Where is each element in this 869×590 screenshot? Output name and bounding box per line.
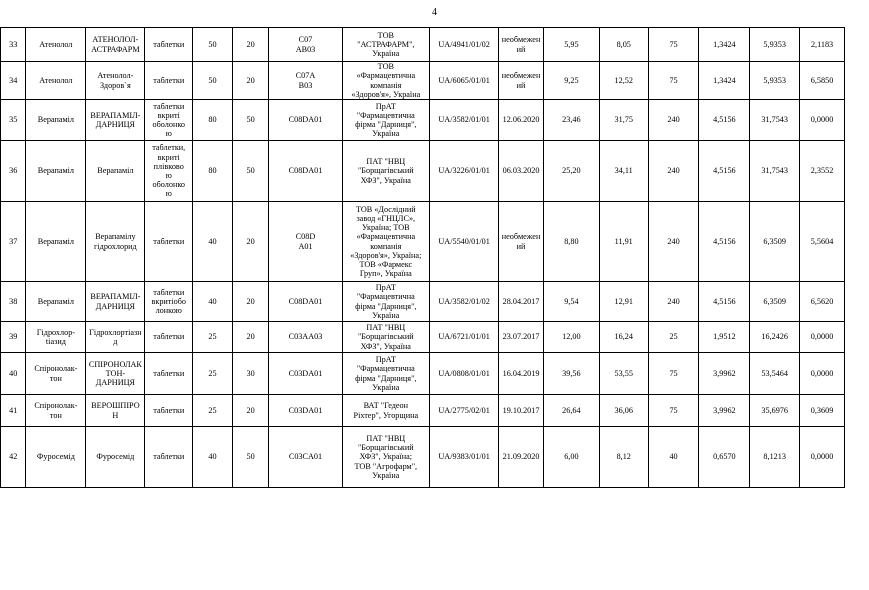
trade-name-cell: Верапамілу гідрохлорид bbox=[86, 202, 145, 282]
atc-code-cell: C08DA01 bbox=[269, 282, 342, 322]
inn-cell: Фуросемід bbox=[26, 427, 86, 488]
expiry-date-cell: необмежений bbox=[499, 28, 544, 62]
cost-ddd-cell: 3,9962 bbox=[699, 395, 750, 427]
expiry-date-cell: 21.09.2020 bbox=[499, 427, 544, 488]
reference-price-cell: 6,3509 bbox=[750, 202, 800, 282]
inn-cell: Атенолол bbox=[26, 62, 86, 100]
expiry-date-cell: 12.06.2020 bbox=[499, 100, 544, 141]
cost-ddd-cell: 3,9962 bbox=[699, 353, 750, 395]
cost-ddd-cell: 4,5156 bbox=[699, 141, 750, 202]
trade-name-cell: ВЕРОШПІРО Н bbox=[86, 395, 145, 427]
table-row bbox=[1, 427, 845, 488]
ddd-cell: 75 bbox=[648, 353, 699, 395]
quantity-cell: 20 bbox=[232, 282, 269, 322]
inn-cell: Верапаміл bbox=[26, 282, 86, 322]
row-number-cell: 41 bbox=[1, 395, 26, 427]
cost-ddd-cell: 1,3424 bbox=[699, 28, 750, 62]
ddd-cell: 25 bbox=[648, 322, 699, 353]
quantity-cell: 50 bbox=[232, 100, 269, 141]
price-with-vat-cell: 16,24 bbox=[599, 322, 648, 353]
price-with-vat-cell: 34,11 bbox=[599, 141, 648, 202]
cost-ddd-cell: 4,5156 bbox=[699, 202, 750, 282]
trade-name-cell: ВЕРАПАМІЛ- ДАРНИЦЯ bbox=[86, 282, 145, 322]
inn-cell: Верапаміл bbox=[26, 202, 86, 282]
copayment-cell: 2,1183 bbox=[800, 28, 845, 62]
registration-number-cell: UA/9383/01/01 bbox=[430, 427, 499, 488]
manufacturer-cell: ПАТ "НВЦ "Борщагівський ХФЗ", Україна bbox=[342, 141, 429, 202]
price-cell: 23,46 bbox=[543, 100, 599, 141]
reference-price-cell: 5,9353 bbox=[750, 28, 800, 62]
registration-number-cell: UA/3582/01/01 bbox=[430, 100, 499, 141]
dosage-form-cell: таблетки bbox=[145, 353, 193, 395]
ddd-cell: 240 bbox=[648, 202, 699, 282]
reference-price-cell: 35,6976 bbox=[750, 395, 800, 427]
ddd-cell: 75 bbox=[648, 62, 699, 100]
price-with-vat-cell: 31,75 bbox=[599, 100, 648, 141]
copayment-cell: 6,5850 bbox=[800, 62, 845, 100]
manufacturer-cell: ТОВ «Дослідний завод «ГНЦЛС», Україна; ТОВ «Фармацевтична компанія «Здоров'я», Україна; ТОВ «Фармекс Груп», Україна bbox=[342, 202, 429, 282]
ddd-cell: 75 bbox=[648, 28, 699, 62]
price-cell: 9,25 bbox=[543, 62, 599, 100]
row-number-cell: 42 bbox=[1, 427, 26, 488]
manufacturer-cell: ПрАТ "Фармацевтична фірма "Дарниця", Україна bbox=[342, 100, 429, 141]
table-row bbox=[1, 282, 845, 322]
price-cell: 26,64 bbox=[543, 395, 599, 427]
price-cell: 9,54 bbox=[543, 282, 599, 322]
row-number-cell: 35 bbox=[1, 100, 26, 141]
copayment-cell: 0,0000 bbox=[800, 100, 845, 141]
trade-name-cell: Гідрохлортіазн д bbox=[86, 322, 145, 353]
cost-ddd-cell: 1,9512 bbox=[699, 322, 750, 353]
table-row bbox=[1, 322, 845, 353]
table-row bbox=[1, 353, 845, 395]
inn-cell: Верапаміл bbox=[26, 141, 86, 202]
dosage-form-cell: таблетки bbox=[145, 62, 193, 100]
quantity-cell: 50 bbox=[232, 141, 269, 202]
dose-cell: 40 bbox=[193, 282, 233, 322]
reference-price-cell: 53,5464 bbox=[750, 353, 800, 395]
dose-cell: 80 bbox=[193, 141, 233, 202]
reference-price-cell: 31,7543 bbox=[750, 141, 800, 202]
atc-code-cell: C07 AB03 bbox=[269, 28, 342, 62]
cost-ddd-cell: 0,6570 bbox=[699, 427, 750, 488]
cost-ddd-cell: 1,3424 bbox=[699, 62, 750, 100]
expiry-date-cell: 06.03.2020 bbox=[499, 141, 544, 202]
page-number: 4 bbox=[432, 7, 437, 18]
quantity-cell: 20 bbox=[232, 395, 269, 427]
copayment-cell: 2,3552 bbox=[800, 141, 845, 202]
dose-cell: 40 bbox=[193, 427, 233, 488]
trade-name-cell: Верапаміл bbox=[86, 141, 145, 202]
registration-number-cell: UA/5540/01/01 bbox=[430, 202, 499, 282]
manufacturer-cell: ТОВ «Фармацевтична компанія «Здоров'я», Україна bbox=[342, 62, 429, 100]
price-with-vat-cell: 8,12 bbox=[599, 427, 648, 488]
reference-price-cell: 31,7543 bbox=[750, 100, 800, 141]
atc-code-cell: C03AA03 bbox=[269, 322, 342, 353]
atc-code-cell: C03DA01 bbox=[269, 395, 342, 427]
ddd-cell: 40 bbox=[648, 427, 699, 488]
dosage-form-cell: таблетки bbox=[145, 395, 193, 427]
dose-cell: 80 bbox=[193, 100, 233, 141]
price-cell: 25,20 bbox=[543, 141, 599, 202]
expiry-date-cell: необмежений bbox=[499, 202, 544, 282]
registration-number-cell: UA/3582/01/02 bbox=[430, 282, 499, 322]
inn-cell: Спіронолак- тон bbox=[26, 395, 86, 427]
dosage-form-cell: таблетки вкритіобо лонкою bbox=[145, 282, 193, 322]
cost-ddd-cell: 4,5156 bbox=[699, 282, 750, 322]
row-number-cell: 34 bbox=[1, 62, 26, 100]
registration-number-cell: UA/2775/02/01 bbox=[430, 395, 499, 427]
inn-cell: Верапаміл bbox=[26, 100, 86, 141]
table-row bbox=[1, 141, 845, 202]
price-cell: 12,00 bbox=[543, 322, 599, 353]
dose-cell: 50 bbox=[193, 28, 233, 62]
copayment-cell: 0,3609 bbox=[800, 395, 845, 427]
trade-name-cell: СПІРОНОЛАК ТОН- ДАРНИЦЯ bbox=[86, 353, 145, 395]
trade-name-cell: Фуросемід bbox=[86, 427, 145, 488]
trade-name-cell: ВЕРАПАМІЛ- ДАРНИЦЯ bbox=[86, 100, 145, 141]
quantity-cell: 30 bbox=[232, 353, 269, 395]
row-number-cell: 36 bbox=[1, 141, 26, 202]
table-row bbox=[1, 202, 845, 282]
price-cell: 8,80 bbox=[543, 202, 599, 282]
price-with-vat-cell: 11,91 bbox=[599, 202, 648, 282]
dosage-form-cell: таблетки bbox=[145, 202, 193, 282]
copayment-cell: 0,0000 bbox=[800, 353, 845, 395]
row-number-cell: 39 bbox=[1, 322, 26, 353]
atc-code-cell: C08DA01 bbox=[269, 100, 342, 141]
quantity-cell: 20 bbox=[232, 28, 269, 62]
manufacturer-cell: ТОВ "АСТРАФАРМ", Україна bbox=[342, 28, 429, 62]
registration-number-cell: UA/3226/01/01 bbox=[430, 141, 499, 202]
dosage-form-cell: таблетки вкриті оболонко ю bbox=[145, 100, 193, 141]
price-with-vat-cell: 36,06 bbox=[599, 395, 648, 427]
ddd-cell: 240 bbox=[648, 100, 699, 141]
expiry-date-cell: необмежений bbox=[499, 62, 544, 100]
row-number-cell: 37 bbox=[1, 202, 26, 282]
reference-price-cell: 16,2426 bbox=[750, 322, 800, 353]
manufacturer-cell: ПАТ "НВЦ "Борщагівський ХФЗ", Україна bbox=[342, 322, 429, 353]
copayment-cell: 0,0000 bbox=[800, 322, 845, 353]
reference-price-cell: 5,9353 bbox=[750, 62, 800, 100]
registration-number-cell: UA/6065/01/01 bbox=[430, 62, 499, 100]
expiry-date-cell: 16.04.2019 bbox=[499, 353, 544, 395]
reference-price-cell: 8,1213 bbox=[750, 427, 800, 488]
dose-cell: 25 bbox=[193, 322, 233, 353]
atc-code-cell: C08D A01 bbox=[269, 202, 342, 282]
price-with-vat-cell: 12,52 bbox=[599, 62, 648, 100]
manufacturer-cell: ПАТ "НВЦ "Борщагівський ХФЗ", Україна; ТОВ "Агрофарм", Україна bbox=[342, 427, 429, 488]
dose-cell: 25 bbox=[193, 395, 233, 427]
quantity-cell: 20 bbox=[232, 62, 269, 100]
atc-code-cell: C08DA01 bbox=[269, 141, 342, 202]
dosage-form-cell: таблетки bbox=[145, 427, 193, 488]
manufacturer-cell: ВАТ "Гедеон Ріхтер", Угорщина bbox=[342, 395, 429, 427]
row-number-cell: 38 bbox=[1, 282, 26, 322]
copayment-cell: 5,5604 bbox=[800, 202, 845, 282]
cost-ddd-cell: 4,5156 bbox=[699, 100, 750, 141]
trade-name-cell: АТЕНОЛОЛ- АСТРАФАРМ bbox=[86, 28, 145, 62]
price-with-vat-cell: 12,91 bbox=[599, 282, 648, 322]
table-row bbox=[1, 395, 845, 427]
row-number-cell: 33 bbox=[1, 28, 26, 62]
price-with-vat-cell: 8,05 bbox=[599, 28, 648, 62]
reference-price-cell: 6,3509 bbox=[750, 282, 800, 322]
ddd-cell: 240 bbox=[648, 141, 699, 202]
table-body bbox=[1, 28, 845, 488]
inn-cell: Спіронолак- тон bbox=[26, 353, 86, 395]
price-cell: 6,00 bbox=[543, 427, 599, 488]
quantity-cell: 50 bbox=[232, 427, 269, 488]
expiry-date-cell: 19.10.2017 bbox=[499, 395, 544, 427]
dosage-form-cell: таблетки bbox=[145, 28, 193, 62]
registration-number-cell: UA/0808/01/01 bbox=[430, 353, 499, 395]
atc-code-cell: C07A B03 bbox=[269, 62, 342, 100]
expiry-date-cell: 23.07.2017 bbox=[499, 322, 544, 353]
table-row bbox=[1, 28, 845, 62]
registration-number-cell: UA/4941/01/02 bbox=[430, 28, 499, 62]
registration-number-cell: UA/6721/01/01 bbox=[430, 322, 499, 353]
manufacturer-cell: ПрАТ "Фармацевтична фірма "Дарниця", Україна bbox=[342, 353, 429, 395]
row-number-cell: 40 bbox=[1, 353, 26, 395]
ddd-cell: 240 bbox=[648, 282, 699, 322]
atc-code-cell: C03CA01 bbox=[269, 427, 342, 488]
quantity-cell: 20 bbox=[232, 322, 269, 353]
atc-code-cell: C03DA01 bbox=[269, 353, 342, 395]
dose-cell: 50 bbox=[193, 62, 233, 100]
trade-name-cell: Атенолол- Здоров`я bbox=[86, 62, 145, 100]
dosage-form-cell: таблетки bbox=[145, 322, 193, 353]
copayment-cell: 6,5620 bbox=[800, 282, 845, 322]
price-with-vat-cell: 53,55 bbox=[599, 353, 648, 395]
copayment-cell: 0,0000 bbox=[800, 427, 845, 488]
table-row bbox=[1, 62, 845, 100]
quantity-cell: 20 bbox=[232, 202, 269, 282]
dose-cell: 40 bbox=[193, 202, 233, 282]
price-cell: 5,95 bbox=[543, 28, 599, 62]
dose-cell: 25 bbox=[193, 353, 233, 395]
dosage-form-cell: таблетки, вкриті плівково ю оболонко ю bbox=[145, 141, 193, 202]
expiry-date-cell: 28.04.2017 bbox=[499, 282, 544, 322]
inn-cell: Гідрохлор- tіазид bbox=[26, 322, 86, 353]
ddd-cell: 75 bbox=[648, 395, 699, 427]
price-cell: 39,56 bbox=[543, 353, 599, 395]
manufacturer-cell: ПрАТ "Фармацевтична фірма "Дарниця", Україна bbox=[342, 282, 429, 322]
medicine-register-table bbox=[0, 27, 845, 488]
inn-cell: Атенолол bbox=[26, 28, 86, 62]
table-row bbox=[1, 100, 845, 141]
